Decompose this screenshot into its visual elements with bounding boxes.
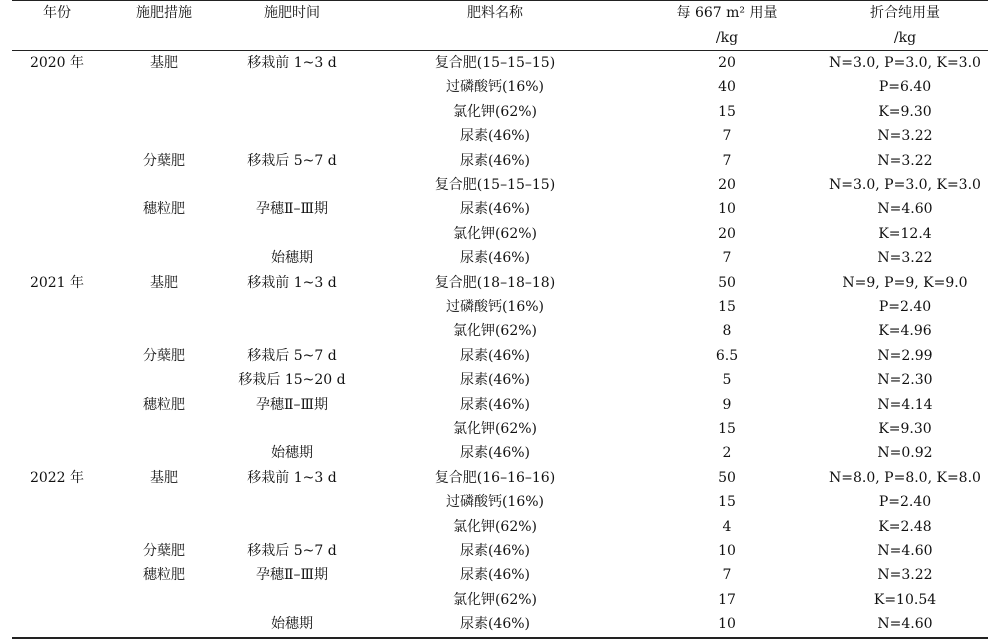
fertilizer-cell: 尿素(46%): [459, 396, 531, 413]
header-pure-amount: 折合纯用量: [870, 5, 940, 21]
fertilizer-cell: 氯化钾(62%): [452, 518, 538, 535]
year-cell: [12, 417, 102, 441]
measure-cell: [102, 100, 226, 124]
amount-cell: 50: [718, 274, 736, 291]
amount-cell: 7: [722, 250, 732, 267]
measure-cell: 分蘖肥: [143, 152, 185, 169]
measure-cell: [102, 246, 226, 270]
amount-cell: 10: [718, 201, 736, 218]
year-cell: [12, 588, 102, 612]
amount-cell: 10: [718, 616, 736, 633]
amount-cell: 15: [718, 103, 736, 120]
measure-cell: 穗粒肥: [143, 201, 185, 218]
table-top-rule: [12, 0, 988, 1]
measure-cell: 穗粒肥: [143, 567, 185, 584]
time-cell: [226, 490, 358, 514]
time-cell: [226, 173, 358, 197]
fertilizer-cell: 过磷酸钙(16%): [445, 299, 545, 315]
amount-cell: 15: [718, 494, 736, 511]
year-cell: 2022 年: [29, 469, 85, 486]
measure-cell: 基肥: [150, 55, 178, 71]
pure-amount-cell: N=2.99: [877, 347, 933, 364]
fertilizer-cell: 尿素(46%): [459, 128, 531, 145]
time-cell: [226, 124, 358, 148]
pure-amount-cell: N=4.60: [877, 616, 933, 633]
pure-amount-cell: N=2.30: [877, 372, 933, 389]
measure-cell: [102, 319, 226, 343]
fertilizer-cell: 尿素(46%): [459, 250, 531, 267]
measure-cell: [102, 295, 226, 319]
year-cell: [12, 612, 102, 636]
year-cell: [12, 100, 102, 124]
pure-amount-cell: K=12.4: [878, 225, 932, 242]
amount-cell: 15: [718, 299, 736, 315]
fertilizer-cell: 尿素(46%): [459, 152, 531, 169]
year-cell: 2020 年: [29, 55, 85, 71]
pure-amount-cell: K=2.48: [878, 518, 932, 535]
amount-cell: 7: [722, 152, 732, 169]
pure-amount-cell: N=3.22: [877, 567, 933, 584]
year-cell: [12, 319, 102, 343]
pure-amount-cell: K=9.30: [878, 421, 932, 437]
year-cell: [12, 539, 102, 563]
time-cell: 孕穗Ⅱ–Ⅲ期: [255, 567, 329, 584]
time-cell: [226, 588, 358, 612]
amount-cell: 7: [722, 128, 732, 145]
pure-amount-cell: P=6.40: [878, 79, 932, 96]
fertilizer-cell: 尿素(46%): [459, 372, 531, 389]
amount-cell: 20: [718, 55, 736, 71]
header-time: 施肥时间: [264, 5, 320, 21]
pure-amount-cell: N=4.60: [877, 201, 933, 218]
time-cell: [226, 75, 358, 99]
time-cell: 孕穗Ⅱ–Ⅲ期: [255, 396, 329, 413]
pure-amount-cell: N=3.22: [877, 128, 933, 145]
time-cell: 移栽前 1~3 d: [247, 55, 337, 71]
measure-cell: [102, 515, 226, 539]
fertilizer-cell: 尿素(46%): [459, 616, 531, 633]
time-cell: [226, 417, 358, 441]
measure-cell: 基肥: [150, 469, 178, 486]
measure-cell: 穗粒肥: [143, 396, 185, 413]
pure-amount-cell: N=9, P=9, K=9.0: [842, 274, 968, 291]
pure-amount-cell: N=4.14: [877, 396, 933, 413]
time-cell: 始穗期: [271, 616, 313, 633]
time-cell: 移栽前 1~3 d: [247, 274, 337, 291]
header-amount-unit: /kg: [715, 30, 739, 46]
amount-cell: 4: [722, 518, 732, 535]
pure-amount-cell: N=0.92: [877, 445, 933, 462]
measure-cell: [102, 490, 226, 514]
pure-amount-cell: N=3.22: [877, 152, 933, 169]
measure-cell: [102, 441, 226, 465]
amount-cell: 7: [722, 567, 732, 584]
amount-cell: 2: [722, 445, 732, 462]
fertilizer-cell: 氯化钾(62%): [452, 225, 538, 242]
year-cell: [12, 295, 102, 319]
year-cell: [12, 124, 102, 148]
fertilizer-cell: 氯化钾(62%): [452, 323, 538, 340]
pure-amount-cell: K=4.96: [878, 323, 932, 340]
year-cell: [12, 368, 102, 392]
fertilizer-cell: 氯化钾(62%): [452, 103, 538, 120]
pure-amount-cell: K=9.30: [878, 103, 932, 120]
fertilizer-cell: 尿素(46%): [459, 567, 531, 584]
year-cell: [12, 222, 102, 246]
measure-cell: 分蘖肥: [143, 543, 185, 559]
amount-cell: 20: [718, 225, 736, 242]
measure-cell: 基肥: [150, 274, 178, 291]
time-cell: 移栽后 15~20 d: [238, 372, 346, 389]
year-cell: 2021 年: [29, 274, 85, 291]
amount-cell: 10: [718, 543, 736, 559]
year-cell: [12, 75, 102, 99]
time-cell: 始穗期: [271, 445, 313, 462]
time-cell: [226, 515, 358, 539]
pure-amount-cell: P=2.40: [878, 494, 932, 511]
time-cell: 移栽前 1~3 d: [247, 469, 337, 486]
header-measure: 施肥措施: [136, 5, 192, 21]
time-cell: 移栽后 5~7 d: [247, 543, 337, 559]
amount-cell: 50: [718, 469, 736, 486]
year-cell: [12, 173, 102, 197]
amount-cell: 5: [722, 372, 732, 389]
pure-amount-cell: N=4.60: [877, 543, 933, 559]
table-bottom-rule: [12, 637, 988, 639]
pure-amount-cell: K=10.54: [873, 591, 937, 608]
header-year: 年份: [43, 5, 71, 21]
measure-cell: [102, 222, 226, 246]
pure-amount-cell: N=3.22: [877, 250, 933, 267]
fertilizer-cell: 尿素(46%): [459, 201, 531, 218]
measure-cell: [102, 368, 226, 392]
fertilizer-cell: 过磷酸钙(16%): [445, 494, 545, 511]
pure-amount-cell: N=3.0, P=3.0, K=3.0: [829, 55, 981, 71]
header-pure-amount-unit: /kg: [893, 30, 917, 46]
fertilizer-cell: 尿素(46%): [459, 445, 531, 462]
pure-amount-cell: P=2.40: [878, 299, 932, 315]
amount-cell: 20: [718, 177, 736, 193]
measure-cell: [102, 75, 226, 99]
fertilizer-cell: 复合肥(15–15–15): [434, 55, 556, 71]
time-cell: [226, 319, 358, 343]
fertilizer-cell: 复合肥(15–15–15): [434, 177, 556, 193]
measure-cell: [102, 612, 226, 636]
measure-cell: [102, 588, 226, 612]
fertilizer-cell: 尿素(46%): [459, 543, 531, 559]
time-cell: 移栽后 5~7 d: [247, 152, 337, 169]
fertilizer-cell: 氯化钾(62%): [452, 421, 538, 437]
fertilizer-cell: 复合肥(18–18–18): [434, 274, 556, 291]
time-cell: 始穗期: [271, 250, 313, 267]
amount-cell: 9: [722, 396, 732, 413]
year-cell: [12, 393, 102, 417]
amount-cell: 17: [718, 591, 736, 608]
amount-cell: 8: [722, 323, 732, 340]
measure-cell: [102, 173, 226, 197]
fertilizer-cell: 过磷酸钙(16%): [445, 79, 545, 96]
amount-cell: 15: [718, 421, 736, 437]
amount-cell: 6.5: [715, 347, 739, 364]
time-cell: [226, 295, 358, 319]
measure-cell: 分蘖肥: [143, 347, 185, 364]
header-fertilizer: 肥料名称: [467, 5, 523, 21]
pure-amount-cell: N=3.0, P=3.0, K=3.0: [829, 177, 981, 193]
year-cell: [12, 197, 102, 221]
year-cell: [12, 441, 102, 465]
fertilizer-cell: 氯化钾(62%): [452, 591, 538, 608]
time-cell: [226, 222, 358, 246]
time-cell: 孕穗Ⅱ–Ⅲ期: [255, 201, 329, 218]
header-amount: 每 667 m² 用量: [676, 5, 778, 21]
year-cell: [12, 246, 102, 270]
year-cell: [12, 344, 102, 368]
year-cell: [12, 490, 102, 514]
measure-cell: [102, 124, 226, 148]
amount-cell: 40: [718, 79, 736, 96]
pure-amount-cell: N=8.0, P=8.0, K=8.0: [829, 469, 981, 486]
time-cell: [226, 100, 358, 124]
year-cell: [12, 563, 102, 587]
time-cell: 移栽后 5~7 d: [247, 347, 337, 364]
year-cell: [12, 149, 102, 173]
year-cell: [12, 515, 102, 539]
measure-cell: [102, 417, 226, 441]
fertilizer-cell: 复合肥(16–16–16): [434, 469, 556, 486]
fertilizer-cell: 尿素(46%): [459, 347, 531, 364]
